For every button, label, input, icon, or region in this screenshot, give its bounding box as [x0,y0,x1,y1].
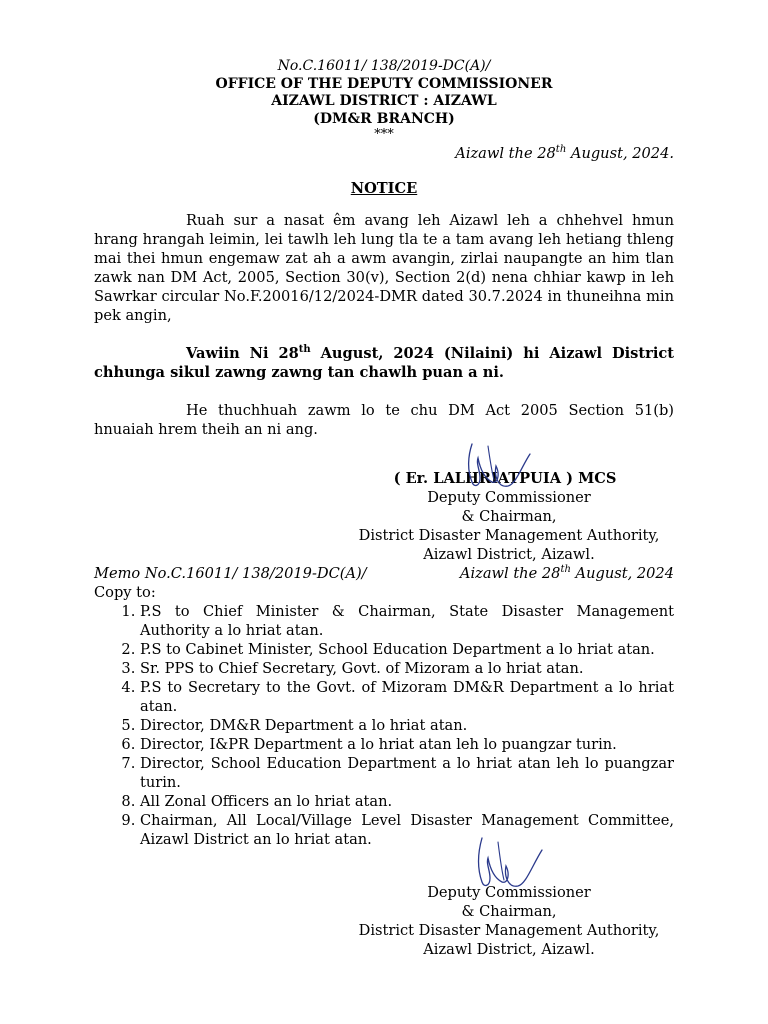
signatory-title-3: District Disaster Management Authority, [358,527,660,544]
notice-date-prefix: Aizawl the 28 [455,145,556,162]
notice-date-suffix: August, 2024. [566,145,674,162]
footer-signatory-title-2: & Chairman, [461,903,557,920]
signatory-title-2: & Chairman, [461,508,557,525]
notice-paragraph-3: He thuchhuah zawm lo te chu DM Act 2005 Section 51(b) hnuaiah hrem theih an ni ang. [94,402,674,438]
footer-signatory-title-1: Deputy Commissioner [427,884,591,901]
memo-row [94,564,674,583]
notice-date [94,144,674,163]
file-number: No.C.16011/ 138/2019-DC(A)/ [277,58,491,74]
notice-paragraph-2-suffix: August, 2024 (Nilaini) hi Aizawl District chhunga sikul zawng zawng tan chawlh puan a ni. [94,345,674,381]
signatory-name: ( Er. LALHRIATPUIA ) MCS [393,470,617,487]
office-name: OFFICE OF THE DEPUTY COMMISSIONER [215,75,553,92]
memo-number: Memo No.C.16011/ 138/2019-DC(A)/ [94,565,367,582]
signature-mark [458,436,538,496]
notice-paragraph-2 [94,344,674,382]
list-item: 8. All Zonal Officers an lo hriat atan. [140,792,674,811]
memo-date-sup: th [560,564,571,576]
memo-date-prefix: Aizawl the 28 [459,565,561,582]
notice-paragraph-1: Ruah sur a nasat êm avang leh Aizawl leh a chhehvel hmun hrang hrangah leimin, lei tawlh leh lung tla te a tam avang leh hetiang thleng mai thei hmun engemaw zat ah a awm avangin, zirlai naupangte an him tlan zawk nan DM Act, 2005, Section 30(v), Section 2(d) nena chhiar kawp in leh Sawrkar circular No.F.20016/12/2024-DMR dated 30.7.2024 in thuneihna min pek angin, [94,212,674,324]
signatory-title-1: Deputy Commissioner [427,489,591,506]
district-name: AIZAWL DISTRICT : AIZAWL [271,93,497,109]
copy-list [94,602,674,849]
memo-date [460,564,674,583]
notice-document [94,58,674,959]
notice-paragraph-2-sup: th [298,344,311,356]
copy-to-label: Copy to: [94,584,156,601]
footer-signatory-title-3: District Disaster Management Authority, [358,922,660,939]
list-item: 9. Chairman, All Local/Village Level Disaster Management Committee, Aizawl District an lo hriat atan. [140,811,674,849]
list-item: 6. Director, I&PR Department a lo hriat atan leh lo puangzar turin. [140,735,674,754]
list-item: 7. Director, School Education Department a lo hriat atan leh lo puangzar turin. [140,754,674,792]
list-item: 5. Director, DM&R Department a lo hriat atan. [140,716,674,735]
list-item: 1. P.S to Chief Minister & Chairman, State Disaster Management Authority a lo hriat atan. [140,602,674,640]
branch-name: (DM&R BRANCH) [313,110,455,127]
memo-date-suffix: August, 2024 [570,565,674,582]
footer-signatory-title-4: Aizawl District, Aizawl. [423,941,595,958]
list-item: 2. P.S to Cabinet Minister, School Education Department a lo hriat atan. [140,640,674,659]
separator-stars: *** [374,127,394,142]
signatory-title-4: Aizawl District, Aizawl. [423,546,595,563]
list-item: 3. Sr. PPS to Chief Secretary, Govt. of Mizoram a lo hriat atan. [140,659,674,678]
notice-paragraph-2-prefix: Vawiin Ni 28 [186,345,299,362]
list-item: 4. P.S to Secretary to the Govt. of Mizoram DM&R Department a lo hriat atan. [140,678,674,716]
signature-mark [470,830,550,896]
notice-title: NOTICE [350,180,418,197]
notice-date-sup: th [555,144,567,156]
